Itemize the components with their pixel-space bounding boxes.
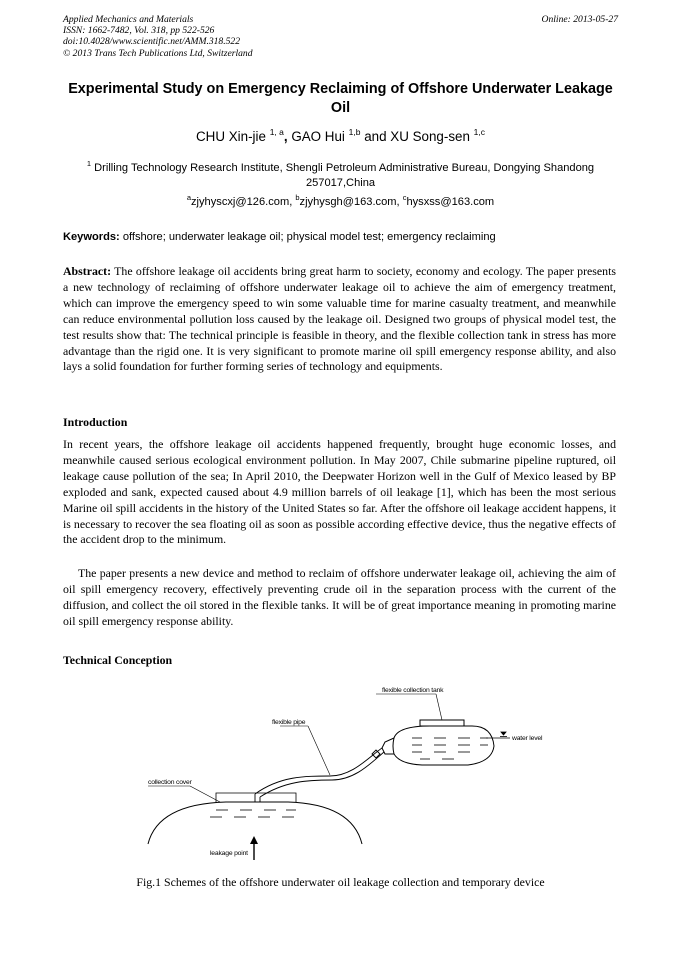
email-separator: , [396,196,403,208]
journal-name: Applied Mechanics and Materials [63,14,194,25]
label-collection-cover: collection cover [148,779,192,786]
email-address: hysxss@163.com [406,196,495,208]
label-flexible-collection-tank: flexible collection tank [382,687,444,694]
abstract-text: The offshore leakage oil accidents bring great harm to society, economy and ecology. The paper presents a new technology of reclaiming of offshore underwater leakage oil to achieve the aim of emergency treatment, which can improve the emergency speed to win some valuable time for marine casualty treatment, and meanwhile can reduce environmental pollution loss caused by the leakage oil. Designed two groups of physical model test, the test results show that: The technical principle is feasible in theory, and the flexible collection tank in stress has more advantage than the rigid one. It is very significant to promote marine oil spill emergency response ability, and also lays a solid foundation for further forming series of technology and equipments. [63,264,616,374]
author-separator: , [283,129,292,144]
email-mark: b [295,193,300,202]
email-separator: , [289,196,296,208]
figure-caption: Fig.1 Schemes of the offshore underwater oil leakage collection and temporary device [136,875,545,889]
keywords-text: offshore; underwater leakage oil; physical model test; emergency reclaiming [122,231,496,243]
keywords-label: Keywords: [63,231,120,243]
affil-text: Drilling Technology Research Institute, Shengli Petroleum Administrative Bureau, Dongying Shandong 257017,China [94,162,595,189]
copyright-line: © 2013 Trans Tech Publications Ltd, Switzerland [63,47,253,59]
label-flexible-pipe: flexible pipe [272,719,306,726]
cover-oil-lines [210,810,296,817]
author-name: XU Song-sen [390,129,470,144]
affil-mark: 1 [86,159,92,168]
label-leakage-point: leakage point [210,850,248,857]
doi-line: doi:10.4028/www.scientific.net/AMM.318.522 [63,36,241,48]
tank-nozzle [382,738,394,754]
section-heading-introduction: Introduction [63,415,128,429]
affiliation [63,157,618,190]
email-address: zjyhyscxj@126.com [191,196,290,208]
author-affil-mark: 1,b [348,127,361,137]
label-leaders [148,694,442,802]
section-heading-technical: Technical Conception [63,653,173,667]
email-list [63,193,618,208]
leakage-point-arrow [250,836,258,860]
online-date: Online: 2013-05-27 [541,14,618,25]
email-mark: c [402,193,407,202]
abstract-label: Abstract: [63,264,112,278]
email-mark: a [186,193,191,202]
author-name: CHU Xin-jie [196,129,266,144]
figure-1 [130,676,570,866]
tank-oil-lines [412,738,488,759]
issn-line: ISSN: 1662-7482, Vol. 318, pp 522-526 [63,25,215,37]
figure-1-diagram [130,676,570,866]
author-affil-mark: 1, a [269,127,284,137]
flexible-collection-tank [382,720,494,765]
keywords [63,231,618,243]
author-separator: and [360,129,391,144]
author-list [63,127,618,144]
paper-title: Experimental Study on Emergency Reclaiming of Offshore Underwater Leakage Oil [68,81,613,116]
flexible-pipe [255,748,384,802]
label-water-level: water level [512,735,543,742]
abstract [63,264,616,375]
author-affil-mark: 1,c [473,127,485,137]
intro-paragraph-1: In recent years, the offshore leakage oil accidents happened frequently, brought huge economic losses, and meanwhile caused serious ecological environment pollution. In May 2007, Chile submarine pipeline ruptured, oil leakage cause pollution of the sea; In April 2010, the Deepwater Horizon well in the Gulf of Mexico leased by BP exploded and sank, expected caused about 4.9 million barrels of oil leakage [1], which has been the most serious Marine oil spill accidents in the history of the United States so far. After the offshore oil leakage accident happens, it is necessary to recover the sea floating oil as soon as possible according effective device, thus the negative effects of the accident drop to the minimum. [63,437,616,547]
journal-info [63,14,253,59]
email-address: zjyhysgh@163.com [299,196,397,208]
tank-top-float [420,720,464,726]
author-name: GAO Hui [291,129,345,144]
intro-paragraph-2: The paper presents a new device and method to reclaim of offshore underwater leakage oil, achieving the aim of oil spill emergency recovery, effectively preventing crude oil in the separation process with the current of the diffusion, and collect the oil stored in the flexible tanks. It will be of great importance meaning in promoting marine oil spill emergency response ability. [63,566,616,628]
